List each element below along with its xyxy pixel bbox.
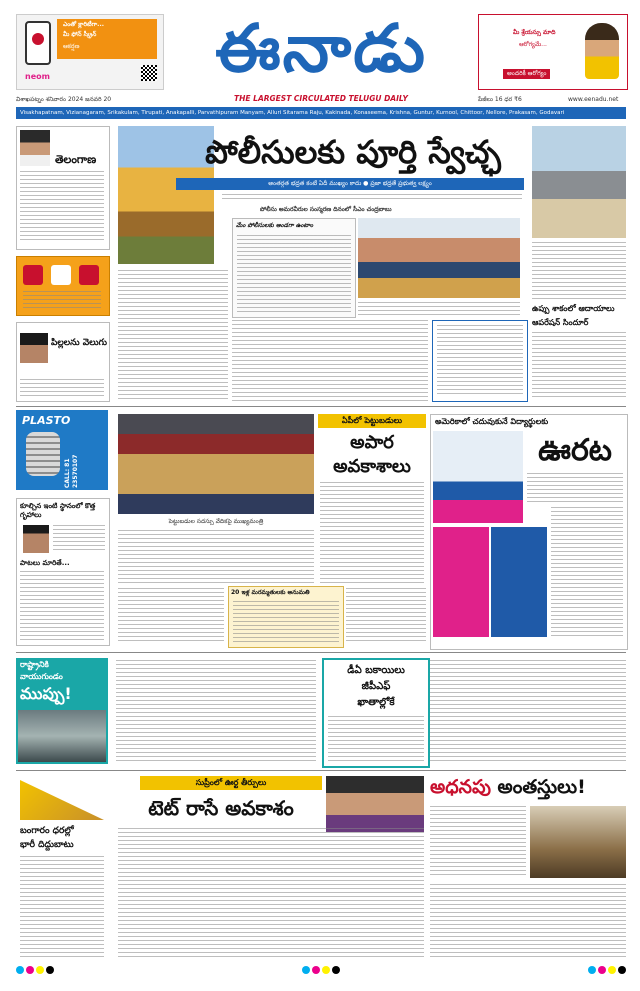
- left-story-1[interactable]: [16, 126, 110, 250]
- headline-prefix: అధనపు: [430, 776, 491, 798]
- da-story[interactable]: [322, 658, 430, 768]
- invest-headline-1[interactable]: అపార: [350, 432, 394, 453]
- lead-subhead-text: అంతర్గత భద్రత కంటే ఏదీ ముఖ్యం కాదు ● ప్రజా భద్రతే ప్రభుత్వ లక్ష్యం: [268, 180, 432, 187]
- plasto-brand: PLASTO: [22, 414, 71, 427]
- left-story-2-text: [20, 379, 104, 397]
- plasto-ad[interactable]: [16, 410, 108, 490]
- da-side-text: [430, 660, 626, 762]
- lead-inset-box[interactable]: [432, 320, 528, 402]
- da-headline-2: జీపీఎఫ్: [361, 681, 391, 692]
- lead-subhead: [176, 178, 524, 190]
- tet-kicker: [140, 776, 322, 790]
- rain-headline-3: ముప్పు!: [20, 684, 72, 703]
- rain-headline-1: రాష్ట్రానికి: [20, 660, 49, 669]
- masthead-title[interactable]: ఈనాడు: [215, 10, 427, 87]
- extra-floors-text: [430, 884, 626, 960]
- politician-photo: [20, 130, 50, 166]
- gold-headline-1: బంగారం ధరల్లో: [20, 826, 74, 836]
- gold-text: [20, 856, 104, 958]
- gold-chart-icon: [20, 780, 104, 820]
- left-ad-orange[interactable]: [16, 256, 110, 316]
- lead-body-2: [232, 320, 428, 402]
- section-divider: [16, 406, 626, 407]
- gold-headline-2: భారీ దిద్దుబాటు: [20, 840, 74, 850]
- website[interactable]: www.eenadu.net: [568, 96, 619, 103]
- tet-text: [118, 828, 424, 960]
- usa-illustration: [433, 431, 523, 523]
- right-ad[interactable]: [478, 14, 628, 90]
- photo-caption: [358, 302, 520, 316]
- usa-story[interactable]: [430, 414, 628, 650]
- ad-product-icon-3: [79, 265, 99, 285]
- ad-brand: neom: [25, 72, 50, 81]
- invest-headline-2[interactable]: అవకాశాలు: [333, 456, 411, 477]
- lead-quote-box: [232, 218, 356, 318]
- police-ceremony-photo[interactable]: [358, 218, 520, 298]
- gold-story[interactable]: [16, 776, 108, 962]
- ad-line-2: మీ ఫోన్ స్క్రీన్: [63, 31, 97, 38]
- usa-sub: [527, 473, 623, 503]
- ad-product-icon: [23, 265, 43, 285]
- left-ad[interactable]: [16, 14, 164, 90]
- person-photo: [23, 525, 49, 553]
- invest-text-2: [346, 588, 426, 644]
- districts-text: Visakhapatnam, Vizianagaram, Srikakulam, Tirupati, Anakapalli, Parvathipuram Manyam, Alluri Sitarama Raju, Kakinada, Konaseema, Krishna, Guntur, Kurnool, Chittoor, Nellore, Prakasam, Godavari: [20, 110, 565, 116]
- rain-headline-2: వాయుగుండం: [20, 672, 63, 681]
- left-story-3-text: [53, 525, 105, 553]
- mid-left-text: [118, 530, 314, 584]
- rain-text: [116, 660, 316, 762]
- edition-info: పేజీలు 16 ధర ₹6: [478, 96, 522, 103]
- da-headline-1: డీఏ బకాయిలు: [347, 665, 405, 676]
- left-story-4-text: [20, 571, 104, 641]
- summit-caption: పెట్టుబడుల సదస్సు వేదికపై ముఖ్యమంత్రి: [168, 518, 264, 525]
- plasto-phone: CALL: 81 23570107: [64, 454, 79, 488]
- mid-left-text-2: [118, 588, 224, 644]
- mid-inset-title: 20 ఇళ్ల మరమ్మతులకు అనుమతి: [231, 589, 310, 596]
- invest-text: [320, 482, 424, 584]
- usa-blue-box: [491, 527, 547, 637]
- right-story-text: [532, 242, 626, 300]
- qr-code-icon: [141, 65, 157, 81]
- left-story-2-title: పిల్లలను వెలుగు: [51, 338, 107, 348]
- right-story-2-text: [532, 332, 626, 400]
- right-ad-line-1: మీ శ్రేయస్సు మాది: [513, 29, 556, 36]
- band-divider: [16, 652, 626, 653]
- invest-kicker: [318, 414, 426, 428]
- tet-headline[interactable]: టెట్ రాసే అవకాశం: [148, 796, 294, 820]
- districts-strip: [16, 107, 626, 119]
- water-tank-image: [26, 432, 60, 476]
- right-ad-line-2: ఆరోగ్యమే...: [519, 41, 547, 48]
- portrait-image: [585, 23, 619, 79]
- phone-image: [25, 21, 51, 65]
- headline-rest: అంతస్తులు!: [497, 776, 586, 798]
- da-text: [328, 716, 424, 762]
- color-registration-strip: [16, 966, 626, 974]
- rain-story[interactable]: [16, 658, 108, 764]
- band-divider-2: [16, 770, 626, 771]
- extra-floors-side: [430, 806, 526, 878]
- left-story-4-title: పాటలు మారితే...: [20, 559, 70, 567]
- summit-photo[interactable]: [118, 414, 314, 514]
- lead-sub-lines: [222, 194, 522, 202]
- lead-kicker: పోలీసు అమరవీరుల సంస్మరణ దినంలో సీఎం చంద్రబాబు: [260, 206, 392, 213]
- right-story-2-title[interactable]: ఆపరేషన్ సిందూర్: [532, 318, 589, 327]
- face-photo: [20, 333, 48, 373]
- usa-text: [551, 507, 623, 637]
- ad-line-1: ఎంతో క్లారిటీగా...: [63, 21, 105, 28]
- tet-kicker-text: సుప్రీంలో ఊర్ట తీర్పులు: [195, 778, 267, 787]
- lead-headline[interactable]: పోలీసులకు పూర్తి స్వేచ్ఛ: [205, 133, 501, 171]
- ad-text: [23, 291, 101, 309]
- ad-product-icon-2: [51, 265, 71, 285]
- beach-photo[interactable]: [532, 126, 626, 238]
- ad-line-3: ఆకర్షణ: [63, 43, 80, 50]
- invest-kicker-text: ఏపీలో పెట్టుబడులు: [341, 416, 403, 425]
- left-story-1-title: తెలంగాణ: [55, 153, 97, 166]
- extra-floors-headline[interactable]: [430, 776, 626, 803]
- left-story-3-title: కూల్చిన ఇంటి స్థానంలో కొత్త గృహాలు: [20, 502, 96, 519]
- tet-photo[interactable]: [326, 776, 424, 832]
- right-story-1-title[interactable]: ఉప్పు శాకంలో ఆదాయాలు: [532, 304, 615, 313]
- mid-inset[interactable]: [228, 586, 344, 648]
- masthead-tagline: THE LARGEST CIRCULATED TELUGU DAILY: [234, 94, 408, 103]
- usa-pink-box: [433, 527, 489, 637]
- left-story-3[interactable]: [16, 498, 110, 646]
- building-photo[interactable]: [530, 806, 626, 878]
- left-story-2[interactable]: [16, 322, 110, 402]
- usa-kicker: అమెరికాలో చదువుకునే విద్యార్థులకు: [435, 417, 549, 426]
- right-ad-line-3: అందరికీ ఆరోగ్యం: [503, 69, 550, 79]
- date-line: విశాఖపట్నం శనివారం 2024 జనవరి 20: [16, 96, 112, 103]
- left-story-1-text: [20, 171, 104, 243]
- da-headline-3: ఖాతాల్లోకే: [357, 697, 395, 708]
- lead-body: [118, 270, 228, 400]
- rain-photo: [18, 710, 106, 762]
- lead-quote: మేం పోలీసులకు అండగా ఉంటాం: [236, 222, 314, 229]
- usa-headline: ఊరట: [538, 433, 612, 468]
